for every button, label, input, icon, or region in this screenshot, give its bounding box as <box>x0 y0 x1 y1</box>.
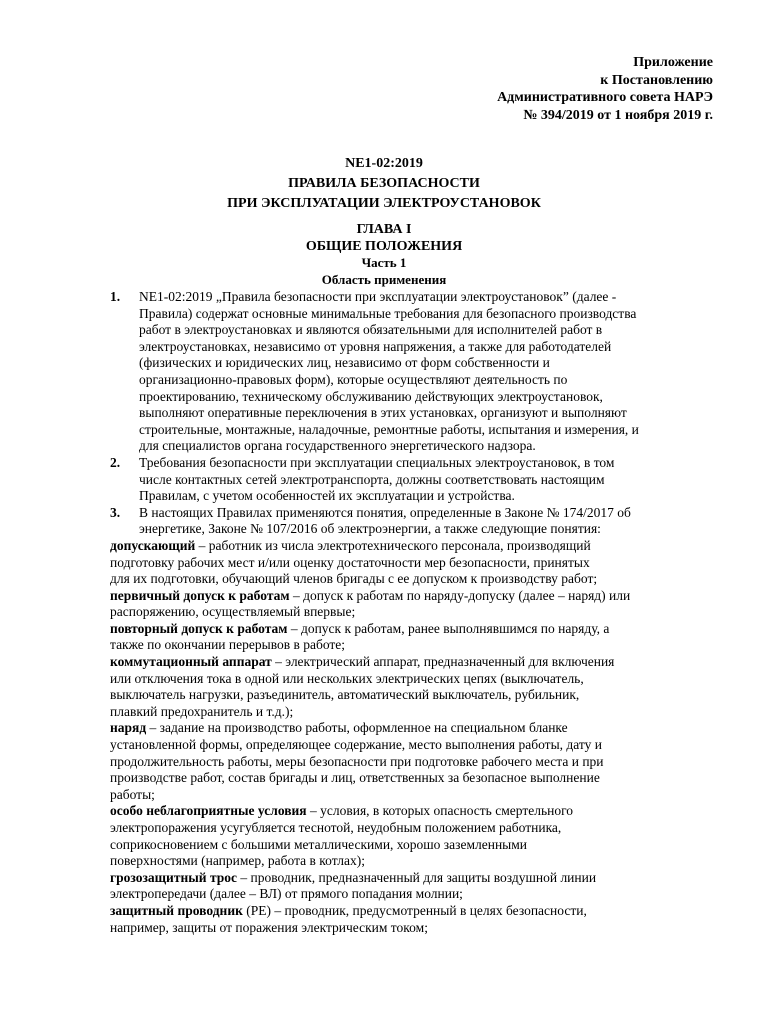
text-line: поверхностями (например, работа в котлах); <box>110 853 366 869</box>
definition-text: – допуск к работам по наряду-допуску (далее – наряд) или <box>289 587 631 603</box>
text-line: соприкосновением с большими металлическими, хорошо заземленными <box>110 836 528 852</box>
definition-entry <box>110 903 714 936</box>
text-line: производстве работ, состав бригады и лиц, ответственных за безопасное выполнение <box>110 770 600 786</box>
definition-term: допускающий <box>110 537 196 553</box>
text-line: Правила) содержат основные минимальные требования для безопасного производства <box>139 305 637 321</box>
section-title: Область применения <box>321 271 447 287</box>
numbered-paragraph <box>110 455 714 505</box>
paragraph-number: 1. <box>110 289 121 304</box>
numbered-paragraph <box>110 289 714 455</box>
text-line: строительные, монтажные, наладочные, ремонтные работы, испытания и измерения, и <box>139 421 639 437</box>
paragraph-number: 3. <box>110 504 121 520</box>
definition-entry <box>110 720 714 803</box>
definition-text: – допуск к работам, ранее выполнявшимся по наряду, а <box>287 620 610 636</box>
document-body <box>110 289 714 936</box>
text-line: подготовку рабочих мест и/или оценку достаточности мер безопасности, принятых <box>110 554 590 570</box>
text-line: установленной формы, определяющее содержание, место выполнения работы, дату и <box>110 737 602 753</box>
text-line: плавкий предохранитель и т.д.); <box>110 703 294 719</box>
text-line: В настоящих Правилах применяются понятия, определенные в Законе № 174/2017 об <box>139 504 631 520</box>
document-title: ПРАВИЛА БЕЗОПАСНОСТИ <box>288 176 480 191</box>
text-line: NE1-02:2019 „Правила безопасности при эксплуатации электроустановок” (далее - <box>139 289 617 304</box>
text-line: проектированию, техническому обслуживанию действующих электроустановок, <box>139 388 603 404</box>
text-line: Правилам, с учетом особенностей их эксплуатации и устройства. <box>139 488 515 504</box>
text-line: электропоражения усугубляется теснотой, неудобным положением работника, <box>110 820 562 835</box>
definition-entry <box>110 803 714 869</box>
text-line: организационно-правовых форм), которые осуществляют деятельность по <box>139 371 568 387</box>
definition-term: повторный допуск к работам <box>110 620 288 636</box>
chapter-heading <box>0 222 768 288</box>
definition-entry <box>110 588 714 621</box>
text-line: продолжительность работы, меры безопасности при подготовке рабочего места и при <box>110 753 604 769</box>
document-title: ПРИ ЭКСПЛУАТАЦИИ ЭЛЕКТРОУСТАНОВОК <box>227 196 541 211</box>
definition-entry <box>110 870 714 903</box>
text-line: например, защиты от поражения электрическим током; <box>110 919 428 935</box>
text-line: числе контактных сетей электротранспорта, должны соответствовать настоящим <box>139 471 605 487</box>
definition-term: особо неблагоприятные условия <box>110 803 307 819</box>
text-line: выключатель нагрузки, разъединитель, автоматический выключатель, рубильник, <box>110 687 580 703</box>
text-line: энергетике, Законе № 107/2016 об электроэнергии, а также следующие понятия: <box>139 521 601 537</box>
text-line: выполняют оперативные переключения в этих установках, организуют и выполняют <box>139 405 627 421</box>
definition-text: – условия, в которых опасность смертельного <box>306 803 574 819</box>
part-title: Часть 1 <box>361 255 407 270</box>
text-line: для специалистов органа государственного энергетического надзора. <box>139 438 536 454</box>
definition-entry <box>110 621 714 654</box>
definition-term: наряд <box>110 720 147 736</box>
definition-text: – задание на производство работы, оформленное на специальном бланке <box>146 720 568 736</box>
document-title-block <box>0 154 768 214</box>
appendix-line: Административного совета НАРЭ <box>497 90 713 105</box>
text-line: электропередачи (далее – ВЛ) от прямого попадания молнии; <box>110 886 463 902</box>
appendix-line: Приложение <box>633 55 713 70</box>
definition-text: – работник из числа электротехнического персонала, производящий <box>195 537 591 553</box>
text-line: для их подготовки, обучающий членов бригады с ее допуском к производству работ; <box>110 571 598 587</box>
text-line: электроустановках, независимо от уровня напряжения, а также для работодателей <box>139 338 612 354</box>
appendix-line: № 394/2019 от 1 ноября 2019 г. <box>523 107 713 123</box>
document-code: NE1-02:2019 <box>345 156 423 171</box>
appendix-header <box>353 54 713 124</box>
text-line: распоряжению, осуществляемый впервые; <box>110 604 356 620</box>
definition-term: коммутационный аппарат <box>110 654 272 670</box>
paragraph-number: 2. <box>110 454 121 470</box>
definition-term: защитный проводник <box>110 902 243 918</box>
definition-entry <box>110 654 714 720</box>
appendix-line: к Постановлению <box>600 72 713 88</box>
text-line: также по окончании перерывов в работе; <box>110 637 346 653</box>
definition-entry <box>110 538 714 588</box>
chapter-title: ОБЩИЕ ПОЛОЖЕНИЯ <box>305 238 463 254</box>
text-line: Требования безопасности при эксплуатации специальных электроустановок, в том <box>139 454 615 470</box>
definition-text: – электрический аппарат, предназначенный для включения <box>271 654 615 670</box>
text-line: работы; <box>110 786 155 802</box>
text-line: (физических и юридических лиц, независимо от форм собственности и <box>139 355 550 371</box>
definition-text: – проводник, предназначенный для защиты воздушной линии <box>236 869 597 885</box>
definition-text: (PE) – проводник, предусмотренный в целях безопасности, <box>242 902 587 918</box>
text-line: или отключения тока в одной или нескольких электрических цепях (выключатель, <box>110 670 584 686</box>
definition-term: первичный допуск к работам <box>110 587 290 603</box>
text-line: работ в электроустановках и являются обязательными для исполнителей работ в <box>139 322 603 338</box>
numbered-paragraph <box>110 505 714 538</box>
chapter-number: ГЛАВА I <box>356 222 412 237</box>
definition-term: грозозащитный трос <box>110 869 237 885</box>
